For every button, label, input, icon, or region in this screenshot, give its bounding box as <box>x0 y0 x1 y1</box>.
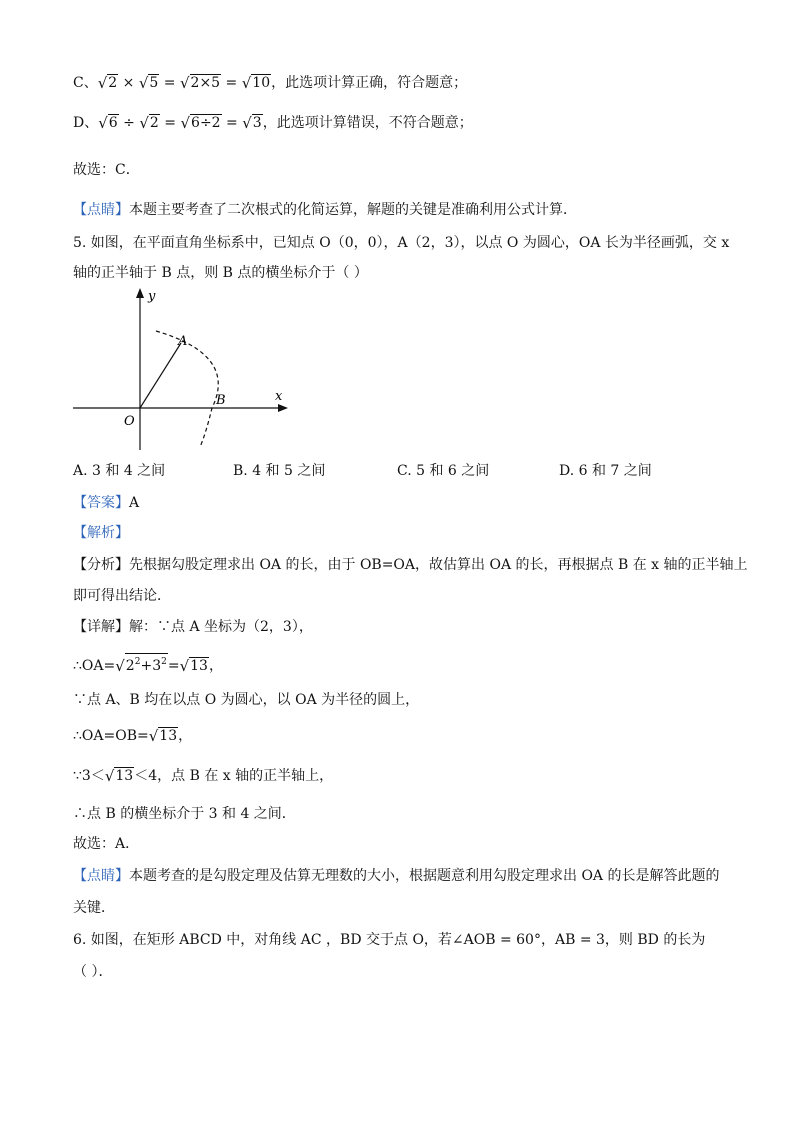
step-3: ∴OA=OB=√13， <box>73 727 193 745</box>
fenxi-line-2: 即可得出结论． <box>73 588 171 604</box>
option-c: C. 5 和 6 之间 <box>397 463 490 479</box>
radical: √5 <box>138 74 159 92</box>
answer-tag: 【答案】 <box>73 495 129 511</box>
dianjing-2-line-1 <box>73 866 720 886</box>
radical: √2×5 <box>179 74 221 92</box>
radical: √6 <box>98 114 118 132</box>
question-5-line-2: 轴的正半轴于 B 点，则 B 点的横坐标介于（ ） <box>73 265 368 281</box>
step-1: $\therefore OA=√2^2+3^2=√13$， <box>73 653 223 676</box>
radicand: 2 <box>108 75 118 91</box>
radicand: 6 <box>108 115 118 131</box>
option-c-text: ，此选项计算正确，符合题意； <box>271 75 468 91</box>
step-4-prefix: ∵3＜ <box>73 768 105 784</box>
option-c-line: C、√2 × √5 = √2×5 = √10，此选项计算正确，符合题意； <box>73 74 468 92</box>
jiexi-label: 【解析】 <box>73 525 129 541</box>
coordinate-figure <box>70 285 300 455</box>
radical: $√2^2+3^2$ <box>115 653 168 676</box>
radical: √3 <box>242 114 262 132</box>
dianjing-1 <box>73 200 577 220</box>
radical: √2 <box>97 74 118 92</box>
radicand: 2 <box>149 115 159 131</box>
dianjing-2-text: 本题考查的是勾股定理及估算无理数的大小，根据题意利用勾股定理求出 OA 的长是解答此题的 <box>129 868 720 884</box>
radical: √2 <box>139 114 159 132</box>
radicand: 2×5 <box>190 75 221 91</box>
option-d-prefix: D、 <box>73 115 99 131</box>
option-b: B. 4 和 5 之间 <box>233 463 326 479</box>
fenxi-text: 先根据勾股定理求出 OA 的长，由于 OB=OA，故估算出 OA 的长，再根据点 B 在 x 轴的正半轴上 <box>129 557 748 573</box>
radicand: 3 <box>252 115 262 131</box>
dianjing-text: 本题主要考查了二次根式的化简运算，解题的关键是准确利用公式计算． <box>129 202 577 218</box>
step-1-prefix: ∴OA= <box>73 658 116 674</box>
question-5-line-1: 5. 如图，在平面直角坐标系中，已知点 O（0，0），A（2，3），以点 O 为圆心，OA 长为半径画弧，交 x <box>73 235 730 251</box>
xiangjie-text: 解：∵点 A 坐标为（2，3）， <box>129 619 313 635</box>
base-2: 2 <box>125 658 135 674</box>
label-x: x <box>275 389 283 404</box>
question-6-line-2: （ ）． <box>73 964 113 980</box>
fenxi-line-1 <box>73 555 748 575</box>
option-a: A. 3 和 4 之间 <box>73 463 166 479</box>
label-o: O <box>124 414 135 429</box>
xiangjie-line <box>73 617 313 637</box>
radicand: 13 <box>115 768 134 784</box>
radical: √13 <box>104 767 134 785</box>
label-a: A <box>178 334 188 349</box>
x-axis-arrow <box>278 404 288 412</box>
step-4-suffix: ＜4，点 B 在 x 轴的正半轴上， <box>134 768 334 784</box>
choose-a: 故选：A． <box>73 836 140 852</box>
radical: √10 <box>241 74 271 92</box>
step-5: ∴点 B 的横坐标介于 3 和 4 之间． <box>73 806 296 822</box>
step-2: ∵点 A、B 均在以点 O 为圆心，以 OA 为半径的圆上， <box>73 692 420 708</box>
radicand: 13 <box>190 658 208 674</box>
question-6-line-1: 6. 如图，在矩形 ABCD 中，对角线 AC ，BD 交于点 O，若∠AOB = 60°，AB = 3，则 BD 的长为 <box>73 932 706 948</box>
label-y: y <box>148 289 156 304</box>
radicand: $2^2+3^2$ <box>125 653 168 674</box>
answer-value: A <box>129 495 140 511</box>
dianjing-2-line-2: 关键． <box>73 900 115 916</box>
radicand: 13 <box>159 728 178 744</box>
xiangjie-tag: 【详解】 <box>73 619 129 635</box>
option-d: D. 6 和 7 之间 <box>559 463 652 479</box>
step-3-prefix: ∴OA=OB= <box>73 728 149 744</box>
y-axis-arrow <box>136 288 144 298</box>
answer-line <box>73 493 139 513</box>
fenxi-tag: 【分析】 <box>73 557 129 573</box>
segment-oa <box>140 343 181 408</box>
jiexi-tag <box>73 523 129 543</box>
radical: √13 <box>179 657 208 675</box>
step-4 <box>73 766 333 786</box>
label-b: B <box>216 393 226 408</box>
option-d-line: D、√6 ÷ √2 = √6÷2 = √3，此选项计算错误，不符合题意； <box>73 114 473 132</box>
choose-c: 故选：C． <box>73 162 140 178</box>
option-c-prefix: C、 <box>73 75 98 91</box>
radicand: 5 <box>149 75 159 91</box>
radicand: 10 <box>252 75 271 91</box>
option-d-text: ，此选项计算错误，不符合题意； <box>262 115 473 131</box>
dianjing-2-tag: 【点睛】 <box>73 868 129 884</box>
dianjing-tag: 【点睛】 <box>73 202 129 218</box>
radical: √6÷2 <box>180 114 221 132</box>
radicand: 6÷2 <box>191 115 221 131</box>
base-3: 3 <box>152 658 162 674</box>
radical: √13 <box>148 727 178 745</box>
